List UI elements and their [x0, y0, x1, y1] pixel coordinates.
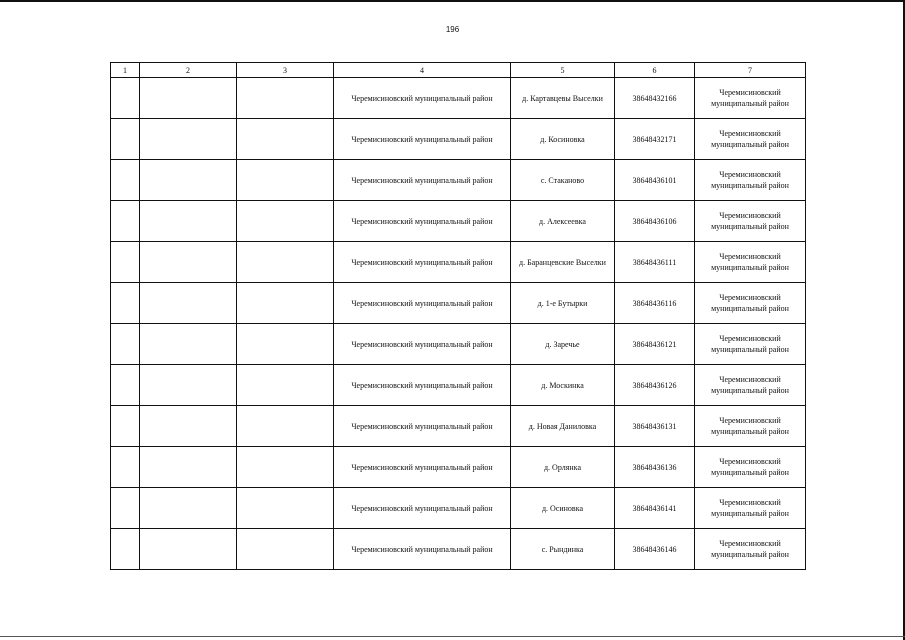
- municipal-district-cell: Черемисиновский муниципальный район: [695, 529, 806, 570]
- column-3-cell: [237, 119, 334, 160]
- code-cell: 38648436131: [615, 406, 695, 447]
- column-header-1: 1: [111, 63, 140, 78]
- district-cell: Черемисиновский муниципальный район: [334, 365, 511, 406]
- column-header-4: 4: [334, 63, 511, 78]
- table-row: [111, 160, 806, 201]
- district-cell: Черемисиновский муниципальный район: [334, 160, 511, 201]
- table-row: [111, 283, 806, 324]
- code-cell: 38648436146: [615, 529, 695, 570]
- municipal-district-cell: Черемисиновский муниципальный район: [695, 242, 806, 283]
- table-row: [111, 365, 806, 406]
- row-number-cell: [111, 242, 140, 283]
- column-2-cell: [140, 529, 237, 570]
- column-header-7: 7: [695, 63, 806, 78]
- column-3-cell: [237, 488, 334, 529]
- column-3-cell: [237, 78, 334, 119]
- row-number-cell: [111, 365, 140, 406]
- row-number-cell: [111, 283, 140, 324]
- settlement-cell: с. Стаканово: [511, 160, 615, 201]
- table-row: [111, 447, 806, 488]
- municipal-district-cell: Черемисиновский муниципальный район: [695, 119, 806, 160]
- code-cell: 38648436141: [615, 488, 695, 529]
- settlement-cell: д. Осиновка: [511, 488, 615, 529]
- code-cell: 38648436126: [615, 365, 695, 406]
- row-number-cell: [111, 447, 140, 488]
- column-2-cell: [140, 488, 237, 529]
- table-row: [111, 488, 806, 529]
- settlement-cell: д. Москинка: [511, 365, 615, 406]
- code-cell: 38648436111: [615, 242, 695, 283]
- municipal-district-cell: Черемисиновский муниципальный район: [695, 201, 806, 242]
- table-row: [111, 201, 806, 242]
- column-3-cell: [237, 324, 334, 365]
- settlement-cell: д. Баранцевские Выселки: [511, 242, 615, 283]
- code-cell: 38648436106: [615, 201, 695, 242]
- code-cell: 38648432171: [615, 119, 695, 160]
- page-frame-top-border: [0, 0, 905, 2]
- column-3-cell: [237, 529, 334, 570]
- column-2-cell: [140, 447, 237, 488]
- settlement-cell: д. Косиновка: [511, 119, 615, 160]
- district-cell: Черемисиновский муниципальный район: [334, 529, 511, 570]
- settlement-cell: д. Картавцевы Выселки: [511, 78, 615, 119]
- code-cell: 38648436101: [615, 160, 695, 201]
- municipal-district-cell: Черемисиновский муниципальный район: [695, 324, 806, 365]
- column-3-cell: [237, 447, 334, 488]
- code-cell: 38648436121: [615, 324, 695, 365]
- row-number-cell: [111, 119, 140, 160]
- municipal-district-cell: Черемисиновский муниципальный район: [695, 283, 806, 324]
- column-3-cell: [237, 406, 334, 447]
- column-2-cell: [140, 283, 237, 324]
- row-number-cell: [111, 160, 140, 201]
- row-number-cell: [111, 488, 140, 529]
- column-2-cell: [140, 119, 237, 160]
- settlement-cell: д. 1-е Бутырки: [511, 283, 615, 324]
- municipal-district-cell: Черемисиновский муниципальный район: [695, 160, 806, 201]
- settlement-cell: д. Новая Даниловка: [511, 406, 615, 447]
- column-header-2: 2: [140, 63, 237, 78]
- column-2-cell: [140, 160, 237, 201]
- column-2-cell: [140, 324, 237, 365]
- column-3-cell: [237, 201, 334, 242]
- table-body: [111, 78, 806, 570]
- municipal-district-cell: Черемисиновский муниципальный район: [695, 78, 806, 119]
- settlement-cell: д. Алексеевка: [511, 201, 615, 242]
- page-frame-bottom-border: [0, 636, 905, 637]
- table-row: [111, 324, 806, 365]
- district-cell: Черемисиновский муниципальный район: [334, 201, 511, 242]
- column-3-cell: [237, 160, 334, 201]
- municipal-district-cell: Черемисиновский муниципальный район: [695, 447, 806, 488]
- settlement-cell: с. Рындинка: [511, 529, 615, 570]
- municipal-district-cell: Черемисиновский муниципальный район: [695, 406, 806, 447]
- code-cell: 38648432166: [615, 78, 695, 119]
- column-2-cell: [140, 406, 237, 447]
- row-number-cell: [111, 78, 140, 119]
- district-cell: Черемисиновский муниципальный район: [334, 406, 511, 447]
- district-cell: Черемисиновский муниципальный район: [334, 242, 511, 283]
- district-cell: Черемисиновский муниципальный район: [334, 283, 511, 324]
- code-cell: 38648436116: [615, 283, 695, 324]
- district-cell: Черемисиновский муниципальный район: [334, 119, 511, 160]
- district-cell: Черемисиновский муниципальный район: [334, 488, 511, 529]
- row-number-cell: [111, 529, 140, 570]
- settlement-cell: д. Заречье: [511, 324, 615, 365]
- column-3-cell: [237, 242, 334, 283]
- district-cell: Черемисиновский муниципальный район: [334, 78, 511, 119]
- table-row: [111, 406, 806, 447]
- column-header-5: 5: [511, 63, 615, 78]
- column-3-cell: [237, 283, 334, 324]
- column-number-row: [111, 63, 806, 78]
- column-2-cell: [140, 201, 237, 242]
- table-row: [111, 529, 806, 570]
- column-header-3: 3: [237, 63, 334, 78]
- row-number-cell: [111, 324, 140, 365]
- row-number-cell: [111, 406, 140, 447]
- district-cell: Черемисиновский муниципальный район: [334, 447, 511, 488]
- settlements-table: [110, 62, 806, 570]
- municipal-district-cell: Черемисиновский муниципальный район: [695, 488, 806, 529]
- code-cell: 38648436136: [615, 447, 695, 488]
- table-row: [111, 119, 806, 160]
- settlement-cell: д. Орлянка: [511, 447, 615, 488]
- column-2-cell: [140, 242, 237, 283]
- table-row: [111, 242, 806, 283]
- table-row: [111, 78, 806, 119]
- column-2-cell: [140, 78, 237, 119]
- column-3-cell: [237, 365, 334, 406]
- municipal-district-cell: Черемисиновский муниципальный район: [695, 365, 806, 406]
- column-2-cell: [140, 365, 237, 406]
- district-cell: Черемисиновский муниципальный район: [334, 324, 511, 365]
- column-header-6: 6: [615, 63, 695, 78]
- row-number-cell: [111, 201, 140, 242]
- page-number: 196: [445, 25, 460, 34]
